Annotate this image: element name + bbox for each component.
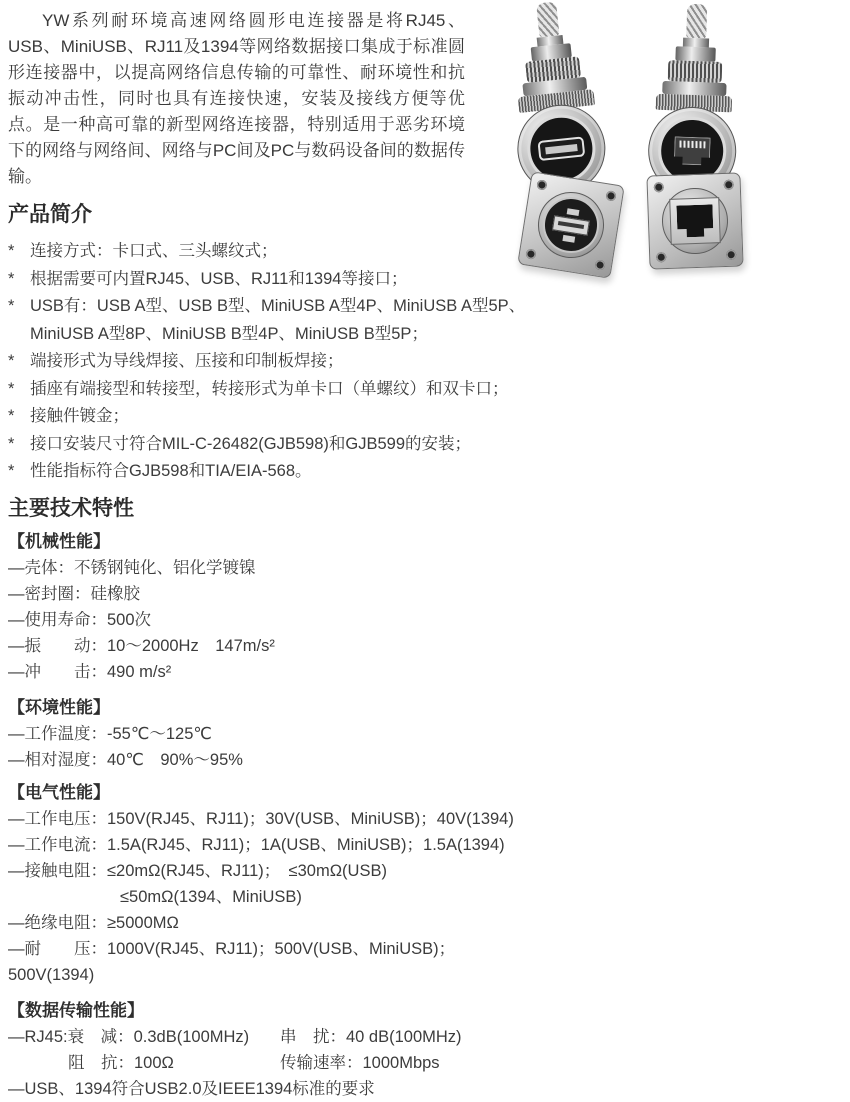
subsection-title-transmission: 【数据传输性能】	[8, 1000, 144, 1020]
photo-plug-rj45	[647, 3, 742, 197]
electrical-performance-section	[8, 780, 532, 988]
bullet-row	[8, 266, 532, 294]
bullet-text: 性能指标符合GJB598和TIA/EIA-568。	[30, 462, 312, 480]
bullet-marker: *	[8, 269, 15, 288]
bullet-row	[8, 403, 532, 431]
product-photos-panel	[500, 0, 800, 290]
bullet-marker: *	[8, 242, 15, 260]
bullet-text: 根据需要可内置RJ45、USB、RJ11和1394等接口；	[30, 269, 408, 288]
rj45-jack-opening	[676, 204, 713, 237]
plug-backshell	[675, 46, 715, 61]
receptacle-boss	[661, 187, 729, 255]
spec-left: —RJ45:衰 减：0.3dB(100MHz)	[8, 1027, 250, 1046]
usb-latch-tab	[562, 234, 575, 242]
bullet-marker: *	[8, 379, 15, 398]
bullet-row	[8, 238, 532, 266]
section-heading-product-intro: 产品简介	[8, 203, 92, 226]
bullet-marker: *	[8, 434, 15, 453]
rj45-contact-pins	[679, 141, 705, 149]
photo-receptacle-rj45	[646, 172, 743, 269]
bullet-marker: *	[8, 407, 15, 425]
bullet-row	[8, 376, 532, 404]
bullet-marker: *	[8, 462, 15, 480]
bullet-marker: *	[8, 297, 15, 315]
usb-a-interface	[537, 136, 585, 161]
bullet-text: 端接形式为导线焊接、压接和印制板焊接；	[30, 352, 344, 370]
spec-note: —USB、1394符合USB2.0及IEEE1394标准的要求	[8, 1079, 375, 1098]
spec-right: 传输速率：1000Mbps	[280, 1053, 440, 1072]
spec-left: 阻 抗：100Ω	[68, 1053, 174, 1072]
data-transmission-section	[8, 998, 532, 1102]
mounting-hole	[656, 252, 666, 262]
spec-line: —耐 压：1000V(RJ45、RJ11)；500V(USB、MiniUSB)；500V(1394)	[8, 939, 456, 984]
photo-receptacle-usb	[517, 171, 625, 279]
section-heading-tech-specs: 主要技术特性	[8, 496, 134, 520]
bullet-row-continuation	[8, 321, 532, 349]
cable-strain-relief	[536, 1, 559, 37]
spec-line: —壳体：不锈钢钝化、铝化学镀镍	[8, 558, 256, 577]
spec-line: —接触电阻：≤20mΩ(RJ45、RJ11)； ≤30mΩ(USB)	[8, 861, 387, 880]
bullet-text: 连接方式：卡口式、三头螺纹式；	[30, 242, 278, 260]
usb-a-socket	[552, 215, 590, 235]
bullet-text: 接触件镀金；	[30, 407, 129, 425]
spec-line: —绝缘电阻：≥5000MΩ	[8, 913, 179, 932]
spec-line: —使用寿命：500次	[8, 610, 152, 629]
mounting-hole	[605, 190, 616, 201]
usb-latch-tab	[567, 208, 580, 216]
spec-row	[8, 1050, 532, 1076]
receptacle-boss	[533, 187, 609, 263]
mounting-hole	[594, 259, 605, 270]
usb-contact-tongue	[545, 144, 578, 154]
bullet-row	[8, 293, 532, 321]
subsection-title-mechanical: 【机械性能】	[8, 531, 110, 551]
spec-line: —密封圈：硅橡胶	[8, 584, 140, 603]
spec-line: —冲 击：490 m/s²	[8, 662, 172, 681]
mounting-hole	[654, 182, 664, 192]
mounting-hole	[724, 180, 734, 190]
bullet-text: MiniUSB A型8P、MiniUSB B型4P、MiniUSB B型5P；	[30, 324, 428, 343]
mounting-hole	[525, 248, 536, 259]
rj45-jack-shroud	[669, 197, 721, 245]
receptacle-cavity	[539, 193, 603, 257]
spec-line: —工作电压：150V(RJ45、RJ11)；30V(USB、MiniUSB)；40V(1394)	[8, 809, 514, 828]
mechanical-performance-section	[8, 529, 532, 685]
spec-line: —相对湿度：40℃ 90%～95%	[8, 750, 243, 769]
bullet-row	[8, 431, 532, 459]
bullet-row	[8, 458, 532, 486]
bullet-row	[8, 348, 532, 376]
spec-row	[8, 1024, 532, 1050]
bullet-text: 插座有端接型和转接型，转接形式为单卡口（单螺纹）和双卡口；	[30, 379, 509, 398]
rj45-interface	[674, 136, 711, 165]
photo-plug-usb	[502, 0, 609, 197]
main-text-column	[8, 8, 532, 1102]
usb-socket-slot	[558, 221, 584, 229]
bullet-marker	[8, 321, 30, 349]
spec-right: 串 扰：40 dB(100MHz)	[280, 1027, 462, 1046]
spec-line-continuation: ≤50mΩ(1394、MiniUSB)	[120, 887, 302, 906]
bullet-text: USB有：USB A型、USB B型、MiniUSB A型4P、MiniUSB A型5P、	[30, 297, 526, 315]
mounting-hole	[726, 250, 736, 260]
product-intro-bullet-list	[8, 238, 532, 486]
bullet-text: 接口安装尺寸符合MIL-C-26482(GJB598)和GJB599的安装；	[30, 434, 472, 453]
cable-strain-relief	[686, 4, 707, 39]
intro-paragraph: YW系列耐环境高速网络圆形电连接器是将RJ45、USB、MiniUSB、RJ11及1394等网络数据接口集成于标准圆形连接器中，以提高网络信息传输的可靠性、耐环境性和抗振动冲击性，同时也具有连接快速，安装及接线方便等优点。是一种高可靠的新型网络连接器，特别适用于恶劣环境下的网络与网络间、网络与PC间及PC与数码设备间的数据传输。	[8, 11, 465, 186]
environmental-performance-section	[8, 695, 532, 773]
subsection-title-electrical: 【电气性能】	[8, 782, 110, 802]
spec-line: —工作电流：1.5A(RJ45、RJ11)；1A(USB、MiniUSB)；1.5A(1394)	[8, 835, 505, 854]
mounting-hole	[536, 179, 547, 190]
subsection-title-environmental: 【环境性能】	[8, 697, 110, 717]
spec-line: —振 动：10～2000Hz 147m/s²	[8, 636, 275, 655]
bullet-marker: *	[8, 352, 15, 370]
knurled-coupling-nut	[668, 60, 723, 83]
spec-line: —工作温度：-55℃～125℃	[8, 724, 212, 743]
